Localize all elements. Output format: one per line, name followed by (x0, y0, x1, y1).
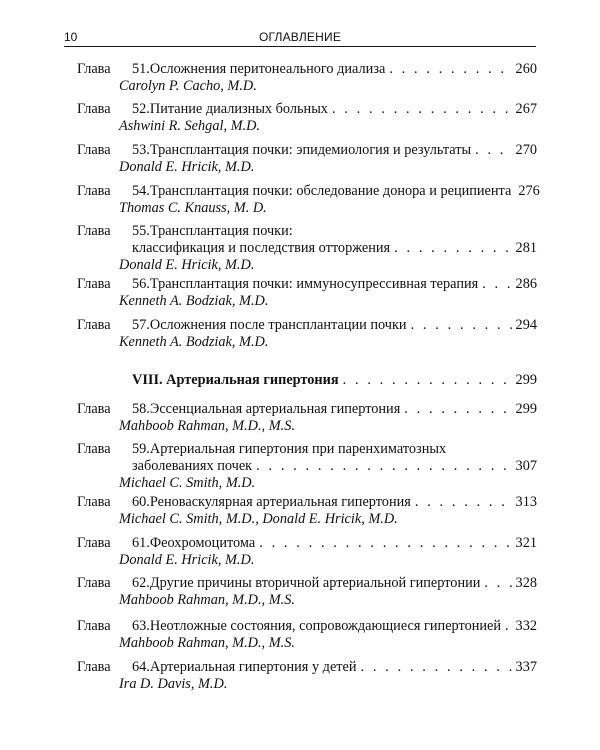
chapter-number: 53. (132, 142, 150, 158)
dot-leader (343, 372, 513, 389)
chapter-title: 55.Трансплантация почки: (132, 223, 293, 239)
chapter-label: Глава (77, 575, 111, 591)
chapter-title: 63.Неотложные состояния, сопровождающиеся гипертонией (132, 618, 502, 634)
chapter-title: 58.Эссенциальная артериальная гипертония (132, 401, 401, 417)
chapter-title: 60.Реноваскулярная артериальная гипертония (132, 494, 411, 510)
dot-leader (411, 317, 513, 334)
chapter-label: Глава (77, 401, 111, 417)
chapter-label: Глава (77, 317, 111, 333)
page-ref: 299 (515, 372, 537, 388)
running-title: ОГЛАВЛЕНИЕ (258, 30, 342, 44)
chapter-label: Глава (77, 223, 111, 239)
chapter-number: 61. (132, 535, 150, 551)
page-ref: 332 (515, 618, 537, 634)
toc-entry (77, 276, 537, 310)
page-ref: 299 (515, 401, 537, 417)
page-ref: 337 (515, 659, 537, 675)
chapter-number: 56. (132, 276, 150, 292)
dot-leader (394, 240, 512, 257)
chapter-title: 62.Другие причины вторичной артериальной гипертонии (132, 575, 481, 591)
section-heading (77, 372, 537, 389)
chapter-label: Глава (77, 441, 111, 457)
section-title: VIII. Артериальная гипертония (132, 372, 339, 388)
chapter-title: 54.Трансплантация почки: обследование донора и реципиента (132, 183, 512, 199)
chapter-author: Michael C. Smith, M.D., Donald E. Hricik, M.D. (119, 511, 398, 527)
toc-entry (77, 61, 537, 95)
toc-entry (77, 223, 537, 274)
chapter-label: Глава (77, 535, 111, 551)
chapter-number: 54. (132, 183, 150, 199)
dot-leader (256, 458, 512, 475)
chapter-title: 61.Феохромоцитома (132, 535, 256, 551)
dot-leader (259, 535, 512, 552)
page-ref: 276 (518, 183, 540, 199)
page-ref: 321 (515, 535, 537, 551)
toc-entry (77, 441, 537, 492)
chapter-number: 64. (132, 659, 150, 675)
dot-leader (332, 101, 513, 118)
dot-leader (505, 618, 513, 635)
chapter-title: 57.Осложнения после трансплантации почки (132, 317, 407, 333)
chapter-author: Kenneth A. Bodziak, M.D. (119, 334, 269, 350)
chapter-number: 52. (132, 101, 150, 117)
toc-entry (77, 317, 537, 351)
chapter-label: Глава (77, 183, 111, 199)
chapter-author: Donald E. Hricik, M.D. (119, 159, 255, 175)
chapter-author: Donald E. Hricik, M.D. (119, 552, 255, 568)
chapter-number: 58. (132, 401, 150, 417)
dot-leader (361, 659, 513, 676)
toc-entry (77, 535, 537, 569)
chapter-title: 59.Артериальная гипертония при паренхиматозных (132, 441, 447, 457)
chapter-author: Donald E. Hricik, M.D. (119, 257, 255, 273)
toc-entry (77, 659, 537, 693)
dot-leader (475, 142, 512, 159)
chapter-author: Ashwini R. Sehgal, M.D. (119, 118, 260, 134)
chapter-label: Глава (77, 101, 111, 117)
page-ref: 281 (515, 240, 537, 256)
page-ref: 328 (515, 575, 537, 591)
chapter-author: Mahboob Rahman, M.D., M.S. (119, 635, 295, 651)
chapter-title: 51.Осложнения перитонеального диализа (132, 61, 386, 77)
page-number: 10 (64, 30, 78, 44)
chapter-author: Thomas C. Knauss, M. D. (119, 200, 267, 216)
page-ref: 294 (515, 317, 537, 333)
chapter-title: 56.Трансплантация почки: иммуносупрессивная терапия (132, 276, 479, 292)
page-ref: 270 (515, 142, 537, 158)
page-ref: 307 (515, 458, 537, 474)
chapter-label: Глава (77, 61, 111, 77)
page-ref: 313 (515, 494, 537, 510)
toc-entry (77, 618, 537, 652)
toc-entry (77, 142, 537, 176)
chapter-title: 64.Артериальная гипертония у детей (132, 659, 357, 675)
chapter-author: Mahboob Rahman, M.D., M.S. (119, 418, 295, 434)
dot-leader (482, 276, 512, 293)
chapter-label: Глава (77, 276, 111, 292)
page-header (64, 30, 536, 47)
chapter-number: 55. (132, 223, 150, 239)
chapter-author: Michael C. Smith, M.D. (119, 475, 256, 491)
toc-entry (77, 101, 537, 135)
toc-entry (77, 494, 537, 528)
chapter-number: 60. (132, 494, 150, 510)
chapter-title: 53.Трансплантация почки: эпидемиология и результаты (132, 142, 472, 158)
chapter-author: Carolyn P. Cacho, M.D. (119, 78, 257, 94)
dot-leader (389, 61, 512, 78)
toc-entry (77, 183, 540, 217)
chapter-label: Глава (77, 659, 111, 675)
chapter-title-continued: заболеваниях почек (132, 458, 253, 474)
chapter-label: Глава (77, 142, 111, 158)
chapter-number: 63. (132, 618, 150, 634)
page-ref: 267 (515, 101, 537, 117)
chapter-number: 51. (132, 61, 150, 77)
dot-leader (415, 494, 513, 511)
page-ref: 260 (515, 61, 537, 77)
chapter-author: Ira D. Davis, M.D. (119, 676, 228, 692)
chapter-number: 62. (132, 575, 150, 591)
toc-entry (77, 575, 537, 609)
chapter-title: 52.Питание диализных больных (132, 101, 328, 117)
toc-entry (77, 401, 537, 435)
dot-leader (484, 575, 512, 592)
chapter-number: 57. (132, 317, 150, 333)
chapter-label: Глава (77, 618, 111, 634)
dot-leader (404, 401, 512, 418)
chapter-title-continued: классификация и последствия отторжения (132, 240, 391, 256)
chapter-author: Kenneth A. Bodziak, M.D. (119, 293, 269, 309)
page-ref: 286 (515, 276, 537, 292)
chapter-label: Глава (77, 494, 111, 510)
chapter-number: 59. (132, 441, 150, 457)
chapter-author: Mahboob Rahman, M.D., M.S. (119, 592, 295, 608)
